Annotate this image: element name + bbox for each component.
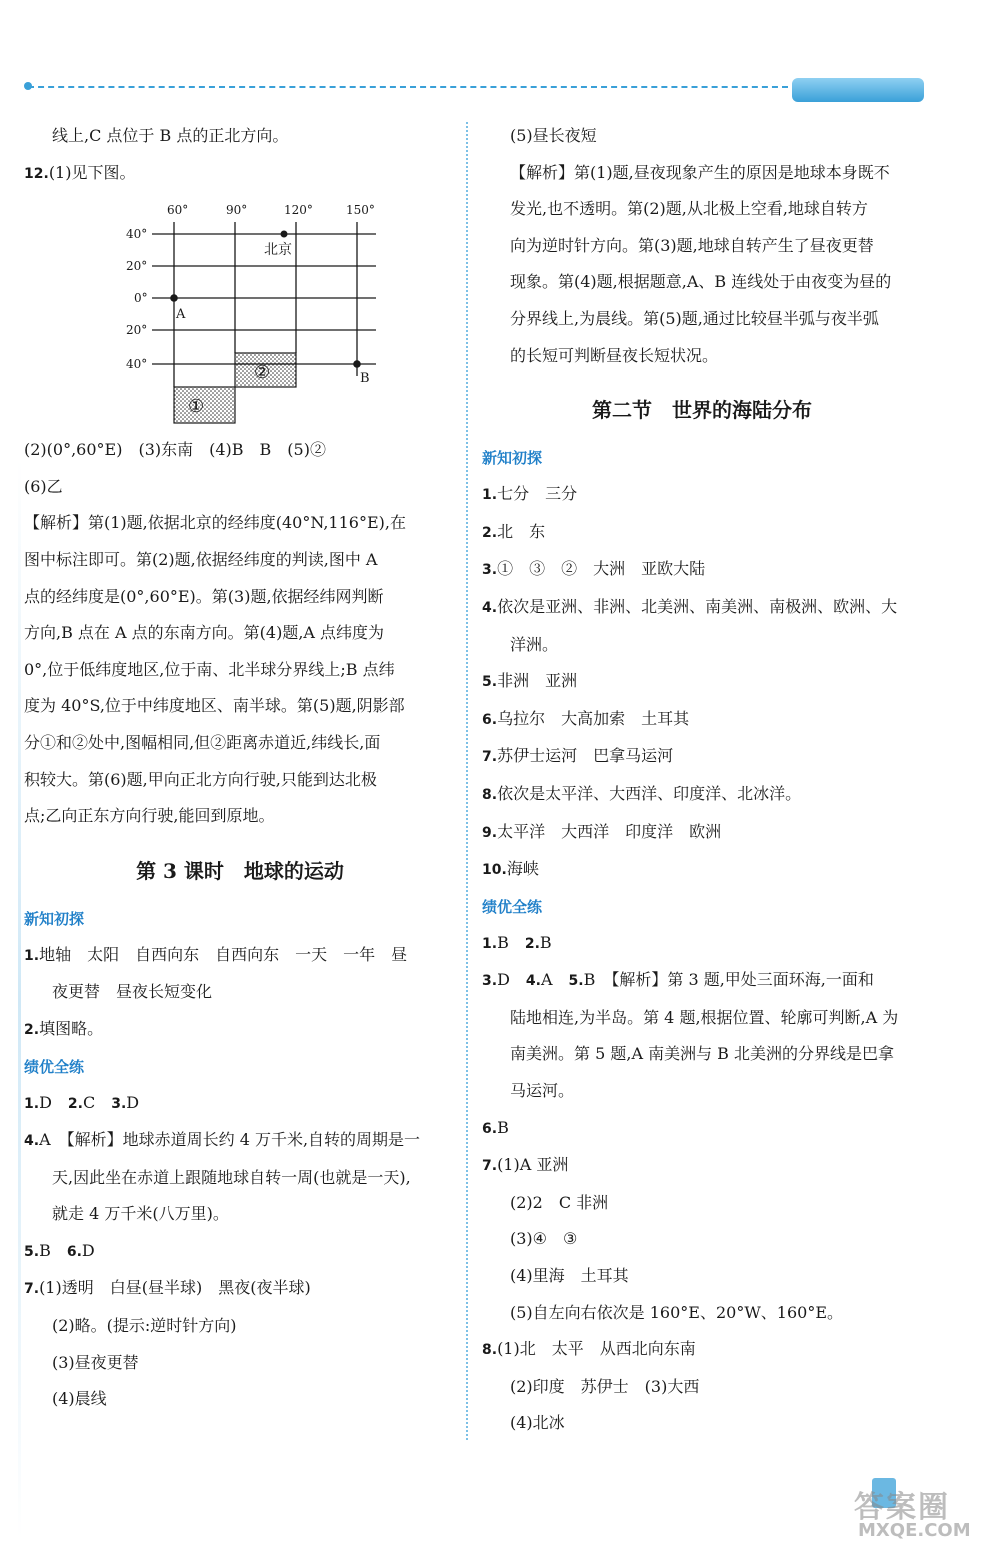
question-number: 2. xyxy=(67,1095,83,1112)
analysis-line: 【解析】第(1)题,昼夜现象产生的原因是地球本身既不 xyxy=(510,162,890,182)
answer-line: (2)印度 苏伊士 (3)大西 xyxy=(510,1376,700,1396)
question-number: 3. xyxy=(482,973,498,990)
question-number: 7. xyxy=(482,749,498,766)
question-number: 3. xyxy=(482,562,498,579)
question-number: 2. xyxy=(524,935,540,952)
answer-line xyxy=(482,663,922,701)
question-number: 5. xyxy=(568,973,584,990)
header-tab xyxy=(792,78,924,102)
question-number: 7. xyxy=(24,1281,40,1298)
question-number: 5. xyxy=(24,1243,40,1260)
analysis-line: 向为逆时针方向。第(3)题,地球自转产生了昼夜更替 xyxy=(510,235,874,255)
question-number: 12. xyxy=(24,165,49,182)
analysis-line: 【解析】第(1)题,依据北京的经纬度(40°N,116°E),在 xyxy=(24,513,406,533)
text-line: 线上,C 点位于 B 点的正北方向。 xyxy=(52,126,289,145)
answer-line xyxy=(482,514,922,552)
answer-line xyxy=(24,937,456,975)
answer-line xyxy=(482,776,922,814)
question-number: 6. xyxy=(482,711,498,728)
left-column xyxy=(24,118,456,1418)
watermark-cn: 答案圈 xyxy=(854,1490,950,1525)
beijing-point xyxy=(281,231,288,238)
answer-line xyxy=(482,1147,922,1185)
answer-text: A 【解析】地球赤道周长约 4 万千米,自转的周期是一 xyxy=(39,1130,421,1150)
answer-line: (4)里海 土耳其 xyxy=(510,1266,629,1286)
analysis-line: 图中标注即可。第(2)题,依据经纬度的判读,图中 A xyxy=(24,549,378,569)
answer-line xyxy=(24,1270,456,1308)
question-number: 1. xyxy=(482,935,498,952)
answer-text: 七分 三分 xyxy=(497,484,578,504)
answer-text: A xyxy=(540,970,569,990)
analysis-line: 0°,位于低纬度地区,位于南、北半球分界线上;B 点纬 xyxy=(24,659,395,679)
answer-line xyxy=(482,925,922,963)
answer-line xyxy=(482,1110,922,1148)
answer-line: 南美洲。第 5 题,A 南美洲与 B 北美洲的分界线是巴拿 xyxy=(510,1044,895,1064)
answer-text: 非洲 亚洲 xyxy=(497,671,578,691)
answer-line xyxy=(482,551,922,589)
section-heading: 绩优全练 xyxy=(482,897,543,916)
analysis-line: 方向,B 点在 A 点的东南方向。第(4)题,A 点纬度为 xyxy=(24,623,385,643)
question-number: 2. xyxy=(24,1021,40,1038)
lat-label: 40° xyxy=(126,357,148,372)
answer-text: ① ③ ② 大洲 亚欧大陆 xyxy=(497,559,706,579)
answer-text: 海峡 xyxy=(506,859,539,879)
lon-label: 60° xyxy=(167,203,189,218)
answer-line: (4)北冰 xyxy=(510,1413,565,1433)
analysis-line: 点;乙向正东方向行驶,能回到原地。 xyxy=(24,806,275,826)
answer-text: B xyxy=(39,1240,67,1260)
header-dashed-rule xyxy=(28,86,788,88)
analysis-line: 现象。第(4)题,根据题意,A、B 连线处于由夜变为昼的 xyxy=(510,272,892,292)
answer-text: 地轴 太阳 自西向东 自西向东 一天 一年 昼 xyxy=(39,944,408,964)
question-number: 4. xyxy=(24,1133,40,1150)
lat-label: 0° xyxy=(134,291,148,306)
answer-line: 夜更替 昼夜长短变化 xyxy=(52,982,213,1002)
answer-line xyxy=(24,1122,456,1160)
lat-label: 20° xyxy=(126,323,148,338)
lat-label: 20° xyxy=(126,259,148,274)
answer-line: (6)乙 xyxy=(24,476,63,496)
question-number: 10. xyxy=(482,862,507,879)
grid-svg xyxy=(24,192,456,432)
answer-line: (5)自左向右依次是 160°E、20°W、160°E。 xyxy=(510,1302,843,1322)
question-number: 6. xyxy=(482,1120,498,1137)
answer-line xyxy=(482,738,922,776)
answer-line xyxy=(482,589,922,627)
question-number: 6. xyxy=(66,1243,82,1260)
question-number: 4. xyxy=(525,973,541,990)
answer-line: 就走 4 万千米(八万里)。 xyxy=(52,1204,229,1224)
section-heading: 新知初探 xyxy=(24,909,85,928)
answer-text: B xyxy=(497,932,525,952)
answer-text: 乌拉尔 大高加索 土耳其 xyxy=(497,708,690,728)
lesson-title: 第 3 课时 地球的运动 xyxy=(136,858,344,883)
answer-line: 天,因此坐在赤道上跟随地球自转一周(也就是一天), xyxy=(52,1167,411,1187)
answer-line xyxy=(482,701,922,739)
watermark-en: MXQE.COM xyxy=(858,1520,971,1541)
section-title: 第二节 世界的海陆分布 xyxy=(592,398,812,423)
column-divider xyxy=(466,122,468,1440)
answer-text: 太平洋 大西洋 印度洋 欧洲 xyxy=(497,821,722,841)
answer-text: D xyxy=(39,1092,68,1112)
answer-line: 洋洲。 xyxy=(510,634,559,654)
beijing-label: 北京 xyxy=(264,242,292,259)
answer-text: (1)A 亚洲 xyxy=(497,1155,569,1175)
question-number: 1. xyxy=(24,947,40,964)
question-number: 5. xyxy=(482,674,498,691)
shaded-area-1 xyxy=(174,387,235,423)
analysis-line: 分界线上,为晨线。第(5)题,通过比较昼半弧与夜半弧 xyxy=(510,308,879,328)
analysis-line: 的长短可判断昼夜长短状况。 xyxy=(510,345,719,365)
lon-label: 150° xyxy=(346,203,375,218)
section-heading: 绩优全练 xyxy=(24,1057,85,1076)
answer-line: (2)(0°,60°E) (3)东南 (4)B B (5)② xyxy=(24,440,326,460)
analysis-line: 度为 40°S,位于中纬度地区、南半球。第(5)题,阴影部 xyxy=(24,696,405,716)
answer-line xyxy=(482,962,922,1000)
question-number: 7. xyxy=(482,1158,498,1175)
margin-decoration xyxy=(18,460,21,1540)
question-number: 2. xyxy=(482,524,498,541)
lon-label: 120° xyxy=(284,203,313,218)
question-number: 1. xyxy=(24,1095,40,1112)
question-text: (1)见下图。 xyxy=(48,162,136,182)
answer-line: (4)晨线 xyxy=(52,1389,107,1409)
answer-line xyxy=(482,1331,922,1369)
question-number: 1. xyxy=(482,487,498,504)
answer-text: (1)透明 白昼(昼半球) 黑夜(夜半球) xyxy=(39,1278,311,1298)
answer-text: D xyxy=(81,1240,95,1260)
point-a xyxy=(170,294,178,302)
analysis-line: 分①和②处中,图幅相同,但②距离赤道近,纬线长,面 xyxy=(24,732,381,752)
answer-line: (3)④ ③ xyxy=(510,1229,578,1249)
watermark-logo xyxy=(854,1482,974,1548)
answer-text: 依次是太平洋、大西洋、印度洋、北冰洋。 xyxy=(497,783,802,803)
answer-text: D xyxy=(497,970,526,990)
lat-lon-grid-figure xyxy=(24,192,456,432)
answer-line: 陆地相连,为半岛。第 4 题,根据位置、轮廓可判断,A 为 xyxy=(510,1007,899,1027)
question-12 xyxy=(24,155,456,193)
analysis-line: 点的经纬度是(0°,60°E)。第(3)题,依据经纬网判断 xyxy=(24,586,384,606)
lat-label: 40° xyxy=(126,227,148,242)
area-1-label: ① xyxy=(188,396,205,418)
answer-line: (3)昼夜更替 xyxy=(52,1352,139,1372)
answer-text: 依次是亚洲、非洲、北美洲、南美洲、南极洲、欧洲、大 xyxy=(497,596,898,616)
answer-line xyxy=(482,476,922,514)
question-number: 3. xyxy=(111,1095,127,1112)
answer-line: (2)2 C 非洲 xyxy=(510,1192,609,1212)
answer-line xyxy=(482,851,922,889)
area-2-label: ② xyxy=(254,362,271,384)
question-number: 8. xyxy=(482,786,498,803)
lon-label: 90° xyxy=(226,203,248,218)
analysis-line: 积较大。第(6)题,甲向正北方向行驶,只能到达北极 xyxy=(24,769,377,789)
answer-text: 北 东 xyxy=(497,521,546,541)
point-a-label: A xyxy=(176,307,186,323)
answer-text: C xyxy=(82,1092,112,1112)
question-number: 4. xyxy=(482,599,498,616)
answer-text: B 【解析】第 3 题,甲处三面环海,一面和 xyxy=(583,970,874,990)
analysis-line: 发光,也不透明。第(2)题,从北极上空看,地球自转方 xyxy=(510,199,868,219)
answer-line xyxy=(24,1011,456,1049)
right-column xyxy=(482,118,922,1442)
answer-line xyxy=(24,1233,456,1271)
answer-text: D xyxy=(126,1092,140,1112)
section-heading: 新知初探 xyxy=(482,449,543,468)
answer-line xyxy=(482,814,922,852)
answer-line: (5)昼长夜短 xyxy=(510,126,597,145)
answer-text: (1)北 太平 从西北向东南 xyxy=(497,1339,696,1359)
answer-text: 填图略。 xyxy=(39,1018,104,1038)
answer-line: 马运河。 xyxy=(510,1081,575,1101)
question-number: 9. xyxy=(482,824,498,841)
answer-line xyxy=(24,1085,456,1123)
answer-line: (2)略。(提示:逆时针方向) xyxy=(52,1316,237,1336)
answer-text: 苏伊士运河 巴拿马运河 xyxy=(497,746,674,766)
question-number: 8. xyxy=(482,1342,498,1359)
point-b-label: B xyxy=(360,371,370,387)
point-b xyxy=(353,360,361,368)
answer-text: B xyxy=(497,1117,509,1137)
answer-text: B xyxy=(539,932,552,952)
